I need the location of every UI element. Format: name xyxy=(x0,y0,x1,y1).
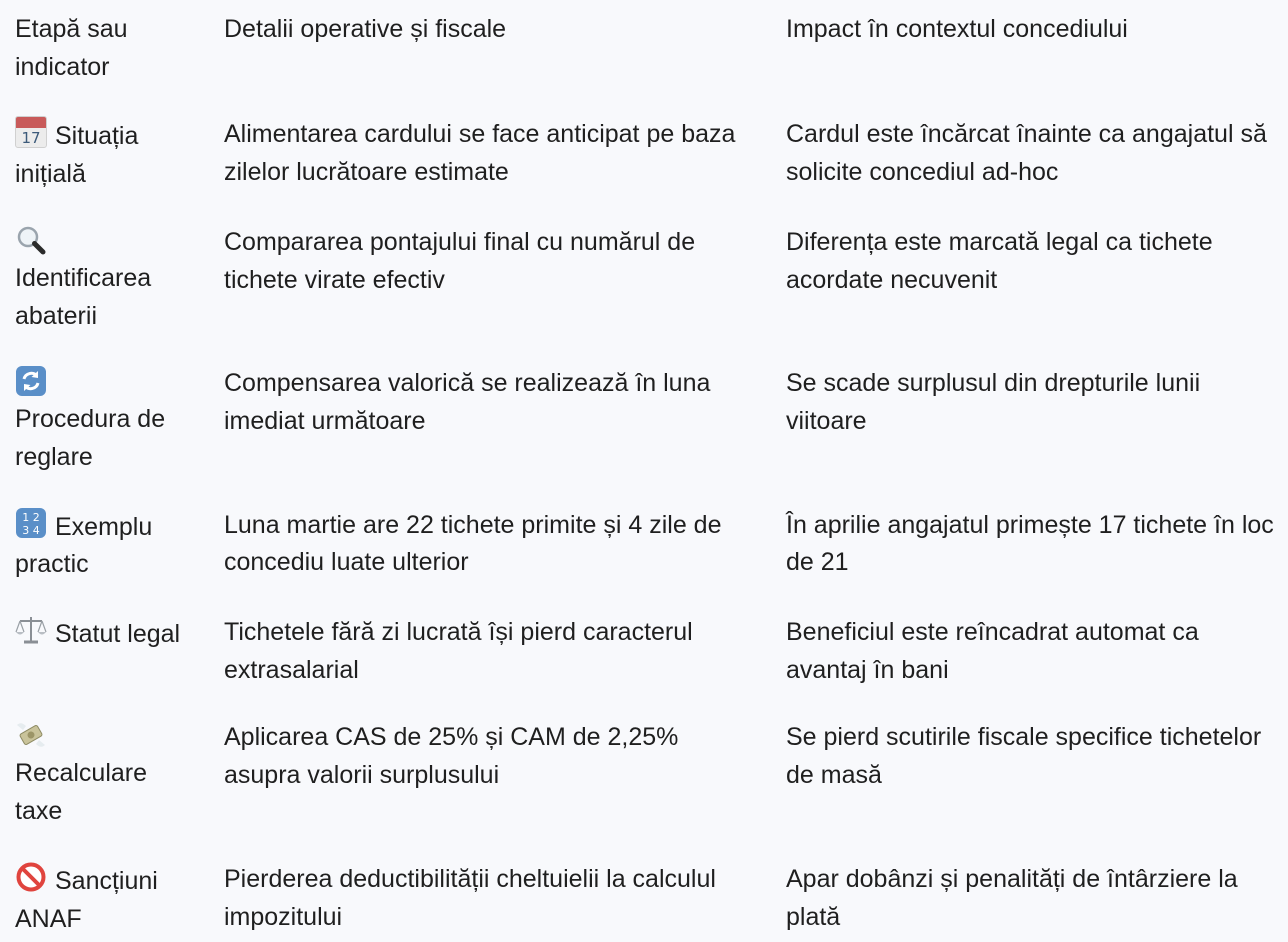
details-cell: Tichetele fără zi lucrată își pierd caracterul extrasalarial xyxy=(224,618,693,684)
table-row xyxy=(0,861,1288,938)
impact-cell: Se scade surplusul din drepturile lunii viitoare xyxy=(786,369,1201,435)
stage-label: Statut legal xyxy=(55,620,181,649)
header-details: Detalii operative și fiscale xyxy=(224,15,507,43)
stage-cell xyxy=(15,224,195,335)
stage-cell xyxy=(15,614,195,689)
stage-label: Situația inițială xyxy=(15,122,139,189)
numbers-1234-icon xyxy=(15,507,47,539)
stage-cell xyxy=(15,861,195,938)
table-row xyxy=(0,224,1288,335)
table-row xyxy=(0,116,1288,193)
balance-scale-icon xyxy=(15,614,47,646)
table-row xyxy=(0,614,1288,689)
impact-cell: Diferența este marcată legal ca tichete acordate necuvenit xyxy=(786,227,1213,294)
magnifying-glass-icon xyxy=(15,224,47,258)
stage-cell xyxy=(15,116,195,193)
table-row xyxy=(0,719,1288,830)
refresh-arrows-icon xyxy=(15,365,47,399)
stage-label: Procedura de reglare xyxy=(15,405,166,471)
impact-cell: Apar dobânzi și penalități de întârziere la plată xyxy=(786,864,1238,931)
details-cell: Pierderea deductibilității cheltuielii la calculul impozitului xyxy=(224,864,716,931)
details-cell: Alimentarea cardului se face anticipat pe baza zilelor lucrătoare estimate xyxy=(224,120,736,187)
impact-cell: Se pierd scutirile fiscale specifice tichetelor de masă xyxy=(786,723,1262,790)
money-with-wings-icon xyxy=(15,719,47,753)
header-impact: Impact în contextul concediului xyxy=(786,15,1128,43)
details-cell: Compararea pontajului final cu numărul de tichete virate efectiv xyxy=(224,227,696,294)
table-header-row xyxy=(0,11,1288,86)
impact-cell: Beneficiul este reîncadrat automat ca avantaj în bani xyxy=(786,618,1199,684)
stage-cell xyxy=(15,719,195,830)
tickets-adjustment-table xyxy=(0,11,1288,938)
table-row xyxy=(0,365,1288,476)
table-row xyxy=(0,507,1288,584)
impact-cell: În aprilie angajatul primește 17 tichete în loc de 21 xyxy=(786,510,1274,577)
calendar-icon-day: 17 xyxy=(21,129,41,148)
no-entry-icon xyxy=(15,861,47,893)
svg-text:3 4: 3 4 xyxy=(22,523,40,537)
impact-cell: Cardul este încărcat înainte ca angajatul să solicite concediul ad-hoc xyxy=(786,120,1267,187)
stage-label: Recalculare taxe xyxy=(15,759,148,826)
stage-cell xyxy=(15,507,195,584)
details-cell: Compensarea valorică se realizează în luna imediat următoare xyxy=(224,369,711,435)
details-cell: Luna martie are 22 tichete primite și 4 zile de concediu luate ulterior xyxy=(224,510,722,577)
stage-label: Identificarea abaterii xyxy=(15,263,152,330)
svg-text:1 2: 1 2 xyxy=(22,510,40,524)
calendar-icon xyxy=(15,116,47,148)
details-cell: Aplicarea CAS de 25% și CAM de 2,25% asupra valorii surplusului xyxy=(224,723,679,790)
stage-label: Exemplu practic xyxy=(15,512,153,579)
stage-label: Sancțiuni ANAF xyxy=(15,866,158,933)
stage-cell xyxy=(15,365,195,476)
header-stage: Etapă sau indicator xyxy=(15,15,128,81)
